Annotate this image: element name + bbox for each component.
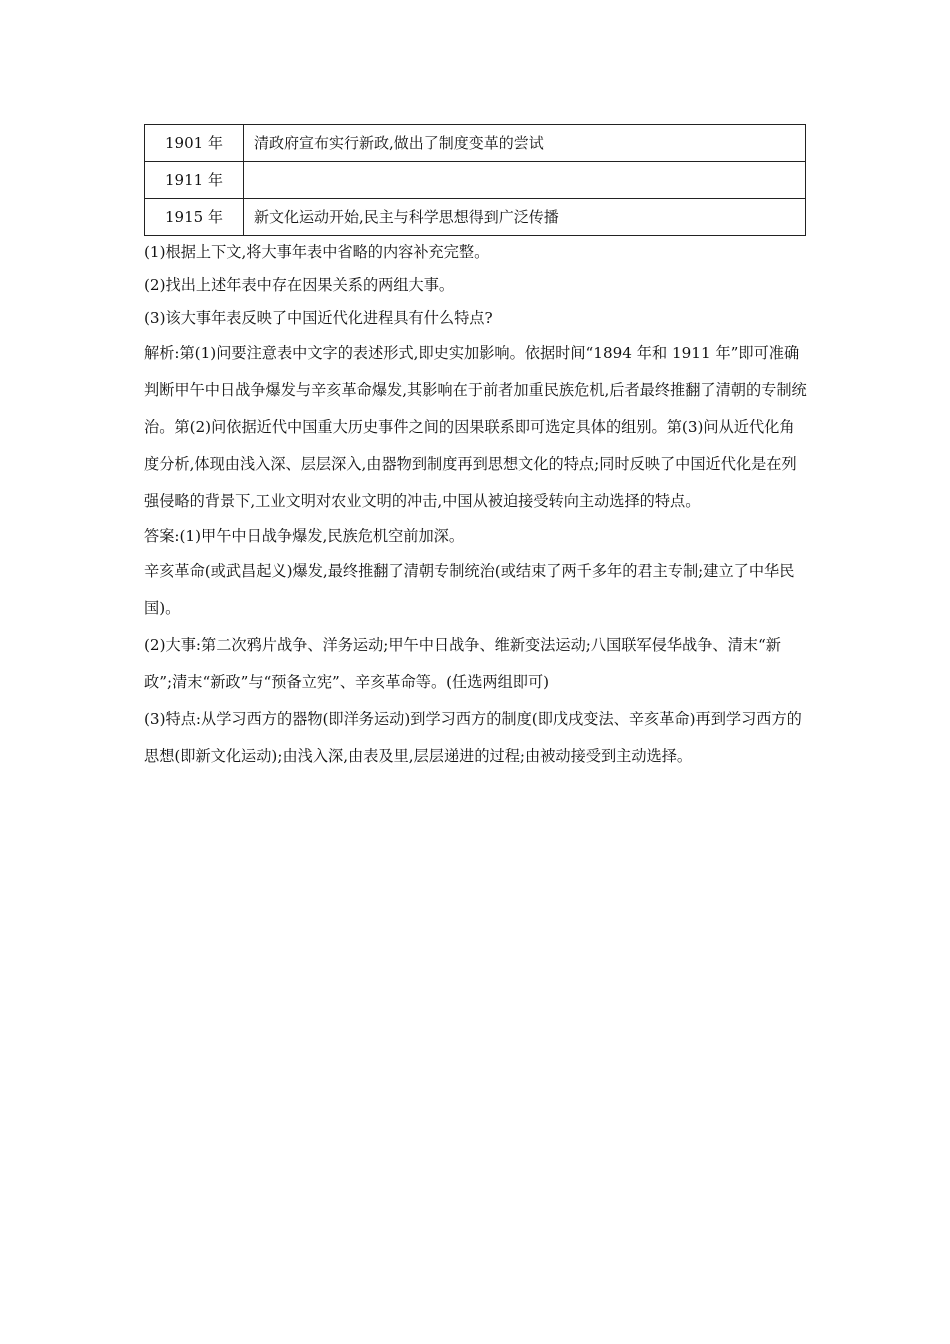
question-body xyxy=(144,236,808,775)
answer-2: (2)大事:第二次鸦片战争、洋务运动;甲午中日战争、维新变法运动;八国联军侵华战争、清末“新政”;清末“新政”与“预备立宪”、辛亥革命等。(任选两组即可) xyxy=(144,636,781,691)
year-cell: 1901 年 xyxy=(145,125,244,162)
question-3: (3)该大事年表反映了中国近代化进程具有什么特点? xyxy=(144,309,493,327)
event-cell: 清政府宣布实行新政,做出了制度变革的尝试 xyxy=(244,125,806,162)
question-1: (1)根据上下文,将大事年表中省略的内容补充完整。 xyxy=(144,243,490,261)
table-row xyxy=(145,162,806,199)
table-row xyxy=(145,199,806,236)
event-cell: 新文化运动开始,民主与科学思想得到广泛传播 xyxy=(244,199,806,236)
answer-1-line-2: 辛亥革命(或武昌起义)爆发,最终推翻了清朝专制统治(或结束了两千多年的君主专制;建立了中华民国)。 xyxy=(144,562,795,617)
question-2: (2)找出上述年表中存在因果关系的两组大事。 xyxy=(144,276,455,294)
year-cell: 1915 年 xyxy=(145,199,244,236)
timeline-table xyxy=(144,124,806,236)
year-cell: 1911 年 xyxy=(145,162,244,199)
answer-3: (3)特点:从学习西方的器物(即洋务运动)到学习西方的制度(即戊戌变法、辛亥革命)再到学习西方的思想(即新文化运动);由浅入深,由表及里,层层递进的过程;由被动接受到主动选择。 xyxy=(144,710,802,765)
analysis-paragraph: 解析:第(1)问要注意表中文字的表述形式,即史实加影响。依据时间“1894 年和 1911 年”即可准确判断甲午中日战争爆发与辛亥革命爆发,其影响在于前者加重民族危机,后者最终推翻了清朝的专制统治。第(2)问依据近代中国重大历史事件之间的因果联系即可选定具体的组别。第(3)问从近代化角度分析,体现由浅入深、层层深入,由器物到制度再到思想文化的特点;同时反映了中国近代化是在列强侵略的背景下,工业文明对农业文明的冲击,中国从被迫接受转向主动选择的特点。 xyxy=(144,344,807,510)
table-row xyxy=(145,125,806,162)
answer-1-line-1: 答案:(1)甲午中日战争爆发,民族危机空前加深。 xyxy=(144,527,465,545)
event-cell-blank xyxy=(244,162,806,199)
